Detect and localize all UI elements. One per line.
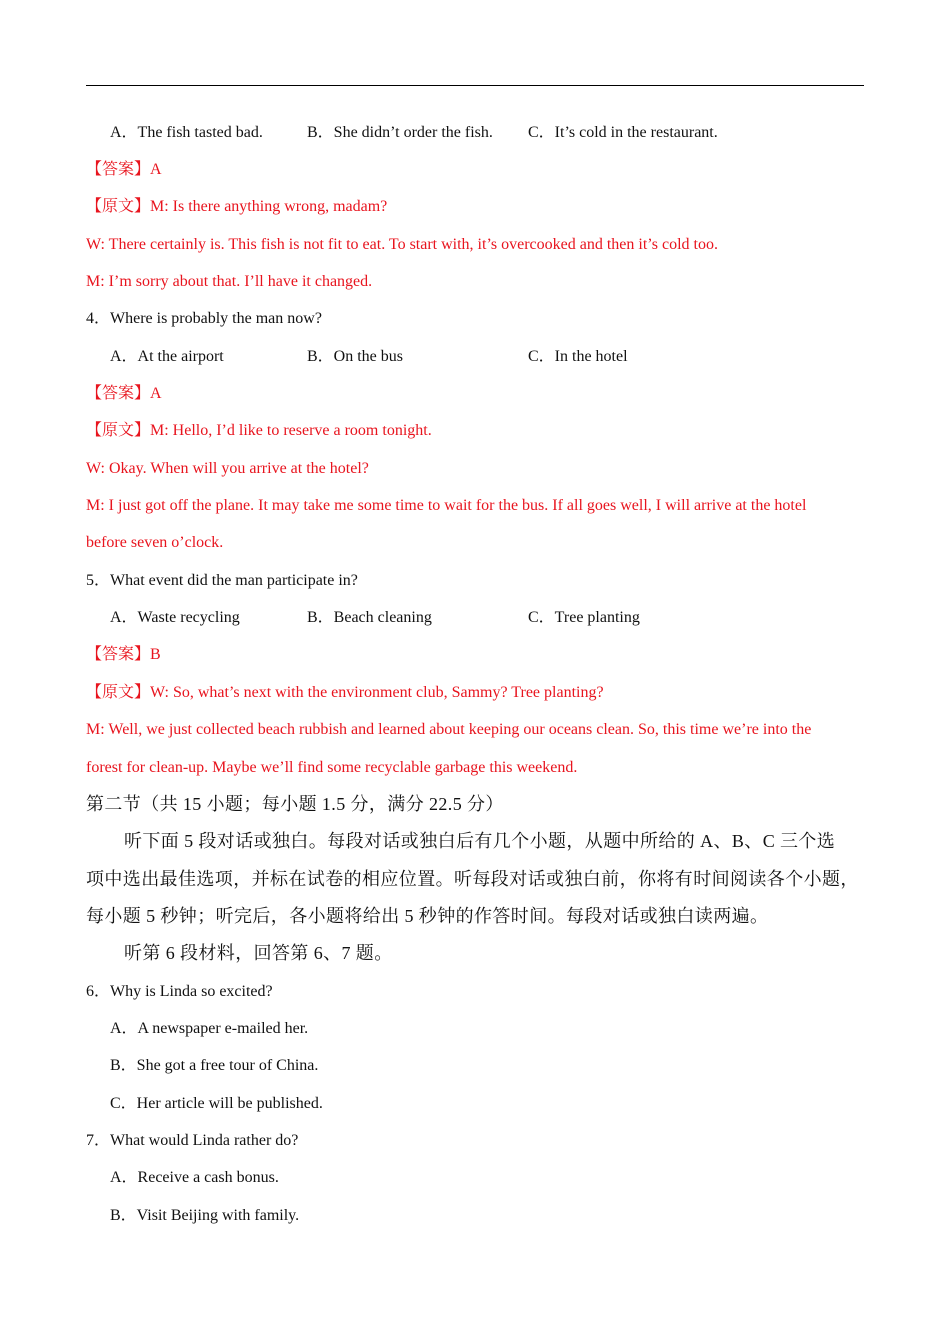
q4-answer: 【答案】A (86, 385, 162, 402)
q5-option-c: C．Tree planting (528, 609, 640, 626)
section-heading: 第二节（共 15 小题；每小题 1.5 分，满分 22.5 分） (86, 794, 504, 814)
q4-script-line: before seven o’clock. (86, 534, 224, 551)
q4-option-a: A．At the airport (110, 348, 224, 365)
q5-question: 5．What event did the man participate in? (86, 572, 358, 589)
q3-answer: 【答案】A (86, 161, 162, 178)
q7-question: 7．What would Linda rather do? (86, 1132, 299, 1149)
q4-script-line: W: Okay. When will you arrive at the hotel? (86, 460, 369, 477)
q5-script-line: 【原文】W: So, what’s next with the environment club, Sammy? Tree planting? (86, 684, 604, 701)
q4-option-b: B．On the bus (307, 348, 404, 365)
q3-option-c: C．It’s cold in the restaurant. (528, 124, 718, 141)
q3-option-a: A．The fish tasted bad. (110, 124, 263, 141)
q4-script-line: M: I just got off the plane. It may take me some time to wait for the bus. If all goes well, I will arrive at the hotel (86, 497, 807, 514)
q5-answer: 【答案】B (86, 646, 161, 663)
q7-option-a: A．Receive a cash bonus. (110, 1169, 279, 1186)
q6-option-a: A．A newspaper e-mailed her. (110, 1020, 309, 1037)
q3-script-line: 【原文】M: Is there anything wrong, madam? (86, 198, 388, 215)
q6-option-c: C．Her article will be published. (110, 1095, 323, 1112)
q6-option-b: B．She got a free tour of China. (110, 1057, 319, 1074)
q5-script-line: forest for clean-up. Maybe we’ll find some recyclable garbage this weekend. (86, 759, 578, 776)
instruction-line: 每小题 5 秒钟；听完后，各小题将给出 5 秒钟的作答时间。每段对话或独白读两遍。 (86, 906, 769, 926)
q6-question: 6．Why is Linda so excited? (86, 983, 273, 1000)
material-note: 听第 6 段材料，回答第 6、7 题。 (124, 943, 393, 963)
q3-script-line: M: I’m sorry about that. I’ll have it changed. (86, 273, 373, 290)
q3-option-b: B．She didn’t order the fish. (307, 124, 493, 141)
q4-script-line: 【原文】M: Hello, I’d like to reserve a room tonight. (86, 422, 432, 439)
header-rule (86, 85, 864, 86)
q4-option-c: C．In the hotel (528, 348, 628, 365)
instruction-line: 听下面 5 段对话或独白。每段对话或独白后有几个小题，从题中所给的 A、B、C 三个选 (124, 831, 836, 851)
q5-option-a: A．Waste recycling (110, 609, 240, 626)
q5-script-line: M: Well, we just collected beach rubbish and learned about keeping our oceans clean. So, this time we’re into the (86, 721, 812, 738)
q3-script-line: W: There certainly is. This fish is not fit to eat. To start with, it’s overcooked and then it’s cold too. (86, 236, 718, 253)
instruction-line: 项中选出最佳选项，并标在试卷的相应位置。听每段对话或独白前，你将有时间阅读各个小题， (86, 869, 859, 889)
q7-option-b: B．Visit Beijing with family. (110, 1207, 300, 1224)
q4-question: 4．Where is probably the man now? (86, 310, 322, 327)
q5-option-b: B．Beach cleaning (307, 609, 432, 626)
